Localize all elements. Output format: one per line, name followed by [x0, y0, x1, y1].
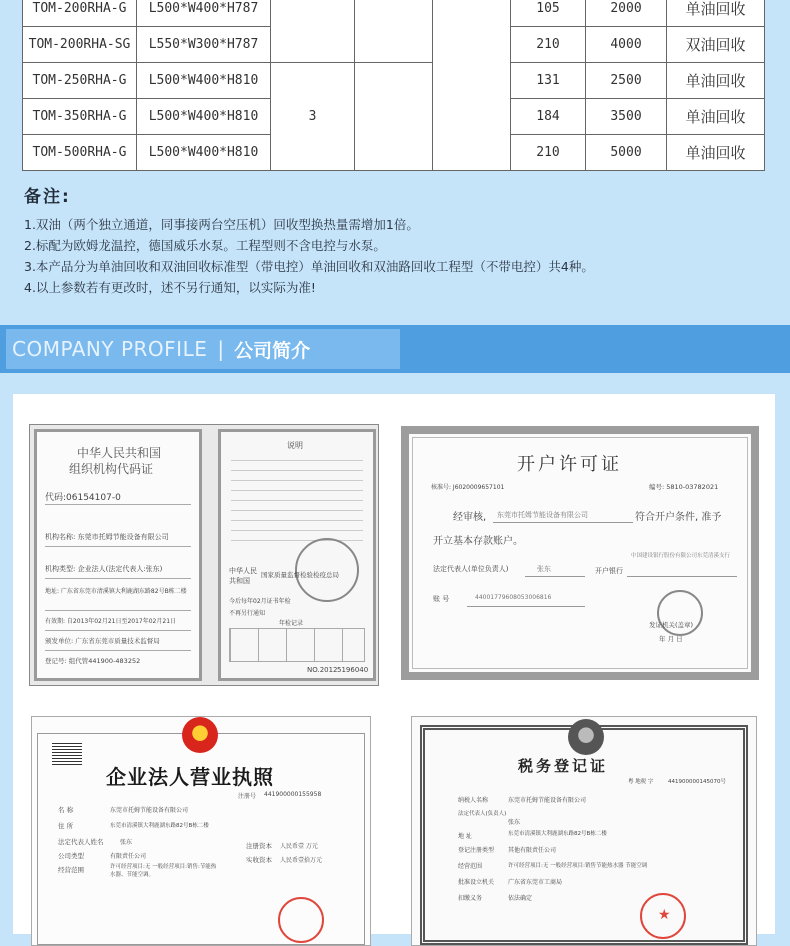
underline — [467, 606, 585, 607]
org-code-title-line1: 中华人民共和国 — [77, 446, 162, 460]
banner-separator: | — [217, 337, 225, 361]
air-volume-cell: 3500 — [586, 99, 667, 135]
tax-scope-label: 经营范围 — [458, 863, 483, 870]
business-license-certificate — [31, 716, 371, 946]
org-code-serial-num: 5196040 — [337, 666, 369, 674]
org-code-serial: NO.2012 — [307, 666, 338, 674]
dimension-cell: L500*W400*H810 — [137, 63, 271, 99]
tax-approval: 广东省东莞市工商局 — [508, 879, 563, 886]
banner-chinese-title: 公司简介 — [234, 339, 311, 362]
org-code-left-page — [34, 429, 202, 681]
divider — [45, 546, 191, 547]
business-scope-label: 经营范围 — [58, 866, 84, 874]
text-line — [231, 520, 363, 521]
org-code-annual: 今后每年02月证书年检 — [229, 598, 291, 605]
business-reg-label: 注册号 — [238, 793, 257, 800]
tax-addr: 东莞市清溪镇大利鹿湖东路82号B栋二楼 — [508, 831, 607, 837]
model-cell: TOM-350RHA-G — [23, 99, 137, 135]
company-profile-banner — [0, 325, 790, 373]
banner-title-box — [6, 329, 400, 369]
tax-taxpayer: 东莞市托姆节能设备有限公司 — [508, 797, 587, 804]
note-item: 3.本产品分为单油回收和双油回收标准型（带电控）单油回收和双油路回收工程型（不带电控）共4种。 — [24, 259, 594, 274]
dimension-cell: L500*W400*H810 — [137, 135, 271, 171]
account-number: 44001779608053006816 — [475, 594, 552, 601]
business-paid: 人民币壹拾万元 — [280, 857, 323, 864]
type-cell: 单油回收 — [667, 63, 765, 99]
red-star-icon: ★ — [658, 907, 671, 923]
business-name: 东莞市托姆节能设备有限公司 — [110, 807, 189, 814]
air-volume-cell: 2000 — [586, 0, 667, 27]
account-issuer: 发证机关(盖章) — [649, 621, 694, 629]
underline — [493, 522, 633, 523]
divider — [45, 578, 191, 579]
org-code-right-title: 说明 — [287, 441, 303, 450]
notes-list — [24, 214, 594, 298]
power-cell: 131 — [511, 63, 586, 99]
tax-no-label: 粤 地税 字 — [628, 779, 654, 785]
business-scope: 许可经营项目:无 一般经营项目:销售:节能热水器、节能空调。 — [110, 864, 217, 878]
text-line — [231, 460, 363, 461]
table-row — [23, 0, 765, 27]
divider — [45, 610, 191, 611]
type-cell: 双油回收 — [667, 27, 765, 63]
account-permit-title: 开户许可证 — [517, 454, 622, 475]
account-bank-label: 开户银行 — [595, 567, 623, 575]
power-cell: 210 — [511, 27, 586, 63]
tax-title: 税务登记证 — [518, 757, 609, 775]
note-item: 2.标配为欧姆龙温控，德国威乐水泵。工程型则不含电控与水泵。 — [24, 238, 386, 253]
business-name-label: 名 称 — [58, 806, 74, 814]
national-emblem-icon — [182, 717, 218, 753]
air-volume-cell: 5000 — [586, 135, 667, 171]
tax-scope: 许可经营项目:无 一般经营项目:销售节能热水器 节能空调 — [508, 863, 648, 869]
org-code-title-line2: 组织机构代码证 — [69, 462, 154, 476]
power-cell: 210 — [511, 135, 586, 171]
org-code-number: 代码:06154107-0 — [45, 493, 121, 503]
table-row — [23, 63, 765, 99]
air-volume-cell: 2500 — [586, 63, 667, 99]
model-cell: TOM-250RHA-G — [23, 63, 137, 99]
business-addr-label: 住 所 — [58, 822, 74, 830]
org-code-reg: 登记号: 组代管441900-483252 — [45, 657, 141, 665]
account-permit-no: 编号: 5810-03782021 — [649, 483, 719, 491]
org-code-record: 年检记录 — [279, 620, 304, 627]
business-license-title: 企业法人营业执照 — [106, 765, 274, 789]
notes-section — [24, 182, 594, 298]
account-bank: 中国建设银行股份有限公司东莞清溪支行 — [631, 553, 731, 559]
model-cell: TOM-500RHA-G — [23, 135, 137, 171]
banner-english-title: COMPANY PROFILE — [12, 337, 208, 361]
org-code-notice: 不再另行通知 — [229, 610, 266, 617]
account-date: 年 月 日 — [659, 635, 683, 643]
tax-no: 441900000145070号 — [668, 779, 726, 785]
red-seal-stamp — [278, 897, 324, 943]
power-cell: 105 — [511, 0, 586, 27]
blank-cell — [271, 0, 355, 63]
tax-type-label: 登记注册类型 — [458, 847, 495, 854]
divider — [45, 630, 191, 631]
text-line — [231, 480, 363, 481]
power-cell: 184 — [511, 99, 586, 135]
business-capital: 人民币壹 万元 — [280, 843, 318, 850]
account-permit-certificate — [401, 426, 759, 680]
account-legal-name: 张东 — [537, 565, 551, 573]
org-code-type: 机构类型: 企业法人(法定代表人:张东) — [45, 565, 163, 573]
certificates-panel — [13, 394, 775, 934]
text-line — [231, 510, 363, 511]
account-company: 东莞市托姆节能设备有限公司 — [497, 511, 588, 519]
tax-legal-label: 法定代表人(负责人) — [458, 811, 507, 817]
org-code-validity: 有效期: 自2013年02月21日至2017年02月21日 — [45, 618, 177, 625]
account-legal-label: 法定代表人(单位负责人) — [433, 565, 509, 573]
tax-taxpayer-label: 纳税人名称 — [458, 797, 489, 804]
notes-title: 备注: — [24, 187, 71, 207]
tax-type: 其他有限责任公司 — [508, 847, 557, 854]
underline — [627, 576, 737, 577]
tax-addr-label: 地 址 — [458, 833, 472, 840]
text-line — [231, 500, 363, 501]
org-code-name: 机构名称: 东莞市托姆节能设备有限公司 — [45, 533, 169, 541]
org-code-right-bureau: 国家质量监督检验检疫总局 — [261, 571, 339, 579]
group-cell: 3 — [271, 63, 355, 171]
barcode-icon — [52, 743, 82, 765]
dimension-cell: L550*W300*H787 — [137, 27, 271, 63]
blank-cell — [433, 0, 511, 171]
business-addr: 东莞市清溪镇大利鹿湖东路82号B栋二楼 — [110, 823, 209, 829]
business-reg-no: 441900000155958 — [264, 791, 322, 798]
divider — [45, 650, 191, 651]
org-code-right-country: 中华人民共和国 — [229, 567, 257, 585]
divider — [45, 504, 191, 505]
type-cell: 单油回收 — [667, 0, 765, 27]
account-approval-no: 核准号: J6020009657101 — [431, 484, 505, 491]
tax-approval-label: 批准设立机关 — [458, 879, 495, 886]
business-type: 有限责任公司 — [110, 853, 147, 860]
account-line2: 开立基本存款账户。 — [433, 536, 523, 547]
model-cell: TOM-200RHA-G — [23, 0, 137, 27]
blank-cell — [355, 63, 433, 171]
text-line — [231, 470, 363, 471]
annual-record-grid — [229, 628, 365, 662]
air-volume-cell: 4000 — [586, 27, 667, 63]
org-code-issuer: 颁发单位: 广东省东莞市质量技术监督局 — [45, 637, 160, 645]
type-cell: 单油回收 — [667, 135, 765, 171]
underline — [525, 576, 585, 577]
org-code-right-page — [218, 429, 376, 681]
type-cell: 单油回收 — [667, 99, 765, 135]
business-paid-label: 实收资本 — [246, 856, 272, 864]
note-item: 1.双油（两个独立通道，同事接两台空压机）回收型换热量需增加1倍。 — [24, 217, 419, 232]
tax-duty-label: 扣缴义务 — [458, 895, 483, 902]
text-line — [231, 490, 363, 491]
business-capital-label: 注册资本 — [246, 842, 272, 850]
bank-seal-stamp — [657, 590, 703, 636]
tax-registration-certificate — [411, 716, 757, 946]
blank-cell — [355, 0, 433, 63]
business-legal-label: 法定代表人姓名 — [58, 838, 104, 846]
org-code-certificate — [29, 424, 379, 686]
text-line — [231, 530, 363, 531]
org-code-address: 地址: 广东省东莞市清溪镇大利鹿湖东路82号B栋二楼 — [45, 588, 187, 595]
business-type-label: 公司类型 — [58, 852, 84, 860]
account-number-label: 账 号 — [433, 595, 450, 603]
spec-table — [22, 0, 765, 171]
account-line1-suffix: 符合开户条件, 准予 — [635, 512, 722, 523]
tax-duty: 依法确定 — [508, 895, 533, 902]
text-line — [231, 540, 363, 541]
dimension-cell: L500*W400*H787 — [137, 0, 271, 27]
model-cell: TOM-200RHA-SG — [23, 27, 137, 63]
account-line1-prefix: 经审核, — [453, 512, 487, 523]
dimension-cell: L500*W400*H810 — [137, 99, 271, 135]
business-legal: 张东 — [120, 839, 133, 846]
tax-legal: 张东 — [508, 819, 521, 826]
national-emblem-icon — [568, 719, 604, 755]
note-item: 4.以上参数若有更改时，述不另行通知，以实际为准! — [24, 280, 316, 295]
